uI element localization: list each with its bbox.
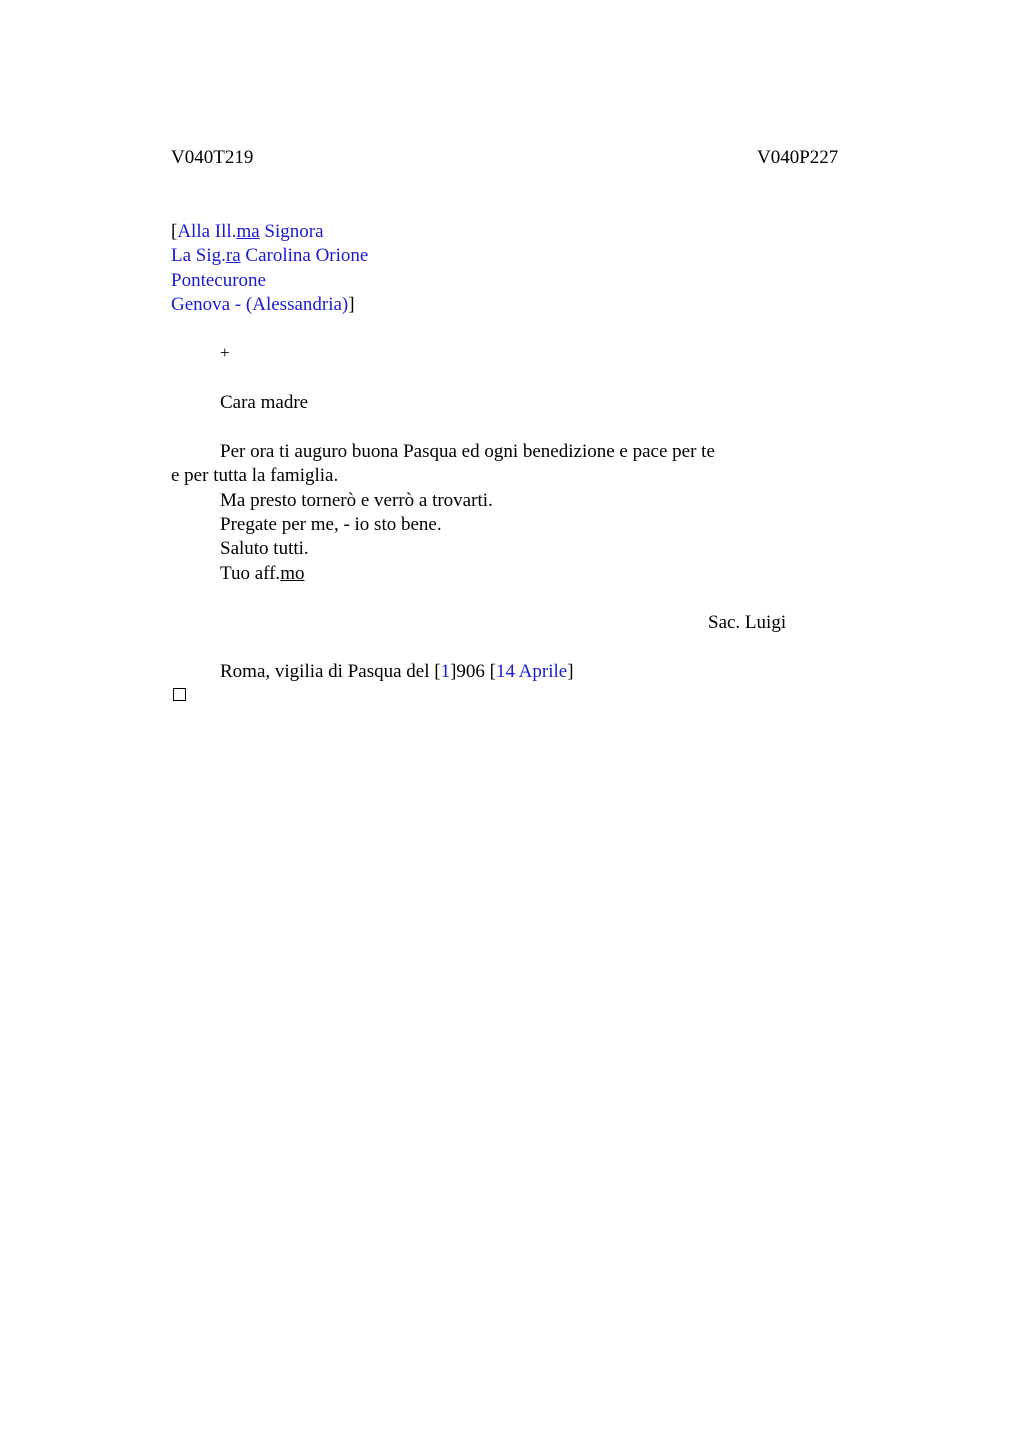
date-line [220,660,574,684]
document-code-right: V040P227 [757,147,839,168]
address-line-2 [171,244,368,268]
address-open-bracket: [ [171,221,178,242]
document-code-left: V040T219 [171,147,254,168]
letter-line-return: Ma presto tornerò e verrò a trovarti. [220,490,493,511]
cross-mark: + [220,343,230,362]
address-close-bracket: ] [348,294,355,315]
date-close-bracket: ] [567,661,574,682]
closing-text: Tuo aff. [220,563,281,584]
address-line-3: Pontecurone [171,270,266,291]
address-line-2-tail: Carolina Orione [240,245,369,266]
date-year: ]906 [ [450,661,496,682]
date-digit: 1 [440,661,451,682]
letter-line-pray: Pregate per me, - io sto bene. [220,514,442,535]
paragraph-1-line-2: e per tutta la famiglia. [171,465,339,486]
address-line-2-abbrev: ra [225,245,241,266]
closing [220,562,304,586]
signature: Sac. Luigi [708,612,787,633]
closing-abbrev: mo [280,563,305,584]
address-line-1-text: Alla Ill. [177,221,237,242]
letter-line-greet: Saluto tutti. [220,538,309,559]
address-line-1 [171,220,324,244]
address-line-1-abbrev: ma [236,221,260,242]
address-line-4 [171,293,355,317]
date-day: 14 Aprile [495,661,568,682]
address-line-4-text: Genova - (Alessandria) [171,294,349,315]
salutation: Cara madre [220,392,309,413]
checkbox-icon[interactable] [173,688,186,701]
date-text: Roma, vigilia di Pasqua del [ [220,661,441,682]
paragraph-1-line-1: Per ora ti auguro buona Pasqua ed ogni benedizione e pace per te [220,441,715,462]
address-line-2-text: La Sig. [171,245,226,266]
address-line-1-tail: Signora [259,221,324,242]
